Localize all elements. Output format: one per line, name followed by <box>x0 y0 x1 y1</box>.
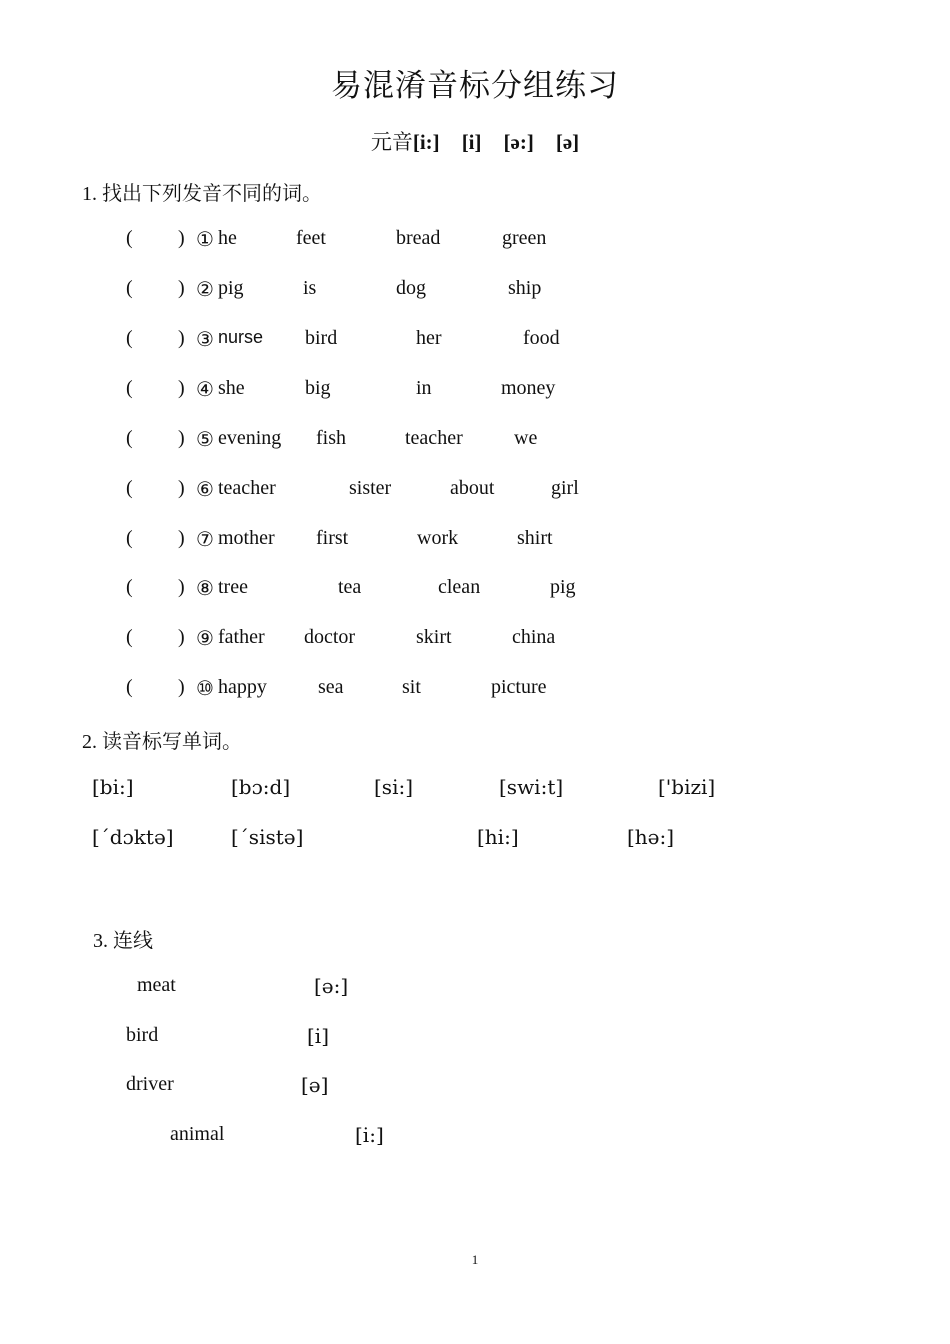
ipa-item: [swi:t] <box>499 775 564 799</box>
choice-word: sea <box>318 676 344 698</box>
choice-word: bird <box>305 327 338 349</box>
choice-word: her <box>416 327 442 349</box>
choice-word: food <box>523 327 560 349</box>
answer-paren-open[interactable]: ( <box>126 527 133 549</box>
answer-paren-close[interactable]: ) <box>178 576 185 598</box>
answer-paren-close[interactable]: ) <box>178 676 185 698</box>
answer-paren-open[interactable]: ( <box>126 576 133 598</box>
choice-word: nurse <box>218 327 264 347</box>
subtitle-symbol: [ə] <box>555 130 580 154</box>
answer-paren-close[interactable]: ) <box>178 427 185 449</box>
answer-paren-open[interactable]: ( <box>126 227 133 249</box>
choice-word: about <box>450 477 495 499</box>
choice-word: she <box>218 377 245 399</box>
section3-heading: 3. 连线 <box>93 930 153 952</box>
choice-word: girl <box>551 477 579 499</box>
choice-word: is <box>303 277 317 299</box>
choice-word: teacher <box>218 477 276 499</box>
answer-paren-open[interactable]: ( <box>126 477 133 499</box>
match-word[interactable]: driver <box>126 1073 174 1095</box>
choice-word: work <box>417 527 459 549</box>
ipa-item: [bɔ:d] <box>231 775 291 799</box>
item-number: ③ <box>196 329 214 351</box>
choice-word: shirt <box>517 527 553 549</box>
choice-word: evening <box>218 427 282 449</box>
choice-word: mother <box>218 527 275 549</box>
answer-paren-open[interactable]: ( <box>126 427 133 449</box>
choice-word: skirt <box>416 626 452 648</box>
section2-heading: 2. 读音标写单词。 <box>82 731 242 753</box>
ipa-item: [hi:] <box>477 825 519 849</box>
item-number: ⑥ <box>196 479 214 501</box>
choice-word: fish <box>316 427 346 449</box>
match-word[interactable]: animal <box>170 1123 225 1145</box>
choice-word: we <box>514 427 538 449</box>
answer-paren-close[interactable]: ) <box>178 327 185 349</box>
choice-word: ship <box>508 277 542 299</box>
choice-word: sit <box>402 676 421 698</box>
choice-word: china <box>512 626 556 648</box>
answer-paren-close[interactable]: ) <box>178 227 185 249</box>
choice-word: first <box>316 527 349 549</box>
subtitle-prefix: 元音 <box>370 130 413 154</box>
answer-paren-open[interactable]: ( <box>126 327 133 349</box>
choice-word: money <box>501 377 556 399</box>
item-number: ⑨ <box>196 628 214 650</box>
answer-paren-close[interactable]: ) <box>178 377 185 399</box>
answer-paren-open[interactable]: ( <box>126 277 133 299</box>
answer-paren-close[interactable]: ) <box>178 626 185 648</box>
choice-word: pig <box>550 576 576 598</box>
item-number: ② <box>196 279 214 301</box>
choice-word: in <box>416 377 432 399</box>
item-number: ⑦ <box>196 529 214 551</box>
subtitle-symbol: [i] <box>461 130 482 154</box>
page-title: 易混淆音标分组练习 <box>331 68 619 103</box>
subtitle-symbol: [ə:] <box>503 130 534 154</box>
item-number: ⑧ <box>196 578 214 600</box>
choice-word: father <box>218 626 265 648</box>
ipa-item: [bi:] <box>92 775 134 799</box>
match-word[interactable]: bird <box>126 1024 159 1046</box>
ipa-item: ['bizi] <box>658 775 716 799</box>
answer-paren-open[interactable]: ( <box>126 377 133 399</box>
subtitle-symbol: [i:] <box>412 130 440 154</box>
answer-paren-close[interactable]: ) <box>178 277 185 299</box>
choice-word: bread <box>396 227 441 249</box>
match-ipa[interactable]: [ə] <box>301 1073 329 1097</box>
choice-word: tree <box>218 576 248 598</box>
choice-word: big <box>305 377 331 399</box>
choice-word: picture <box>491 676 547 698</box>
ipa-item: [ˊdɔktə] <box>92 825 174 849</box>
match-ipa[interactable]: [i] <box>307 1024 330 1048</box>
match-ipa[interactable]: [i:] <box>355 1123 384 1147</box>
match-ipa[interactable]: [ə:] <box>314 974 349 998</box>
item-number: ④ <box>196 379 214 401</box>
section1-heading: 1. 找出下列发音不同的词。 <box>82 183 322 205</box>
choice-word: dog <box>396 277 426 299</box>
answer-paren-close[interactable]: ) <box>178 527 185 549</box>
choice-word: teacher <box>405 427 463 449</box>
item-number: ⑤ <box>196 429 214 451</box>
choice-word: clean <box>438 576 481 598</box>
choice-word: sister <box>349 477 392 499</box>
vowel-subtitle <box>0 126 950 156</box>
answer-paren-open[interactable]: ( <box>126 676 133 698</box>
choice-word: happy <box>218 676 267 698</box>
ipa-item: [hə:] <box>627 825 675 849</box>
item-number: ⑩ <box>196 678 214 700</box>
page-number: 1 <box>471 1252 479 1267</box>
choice-word: he <box>218 227 237 249</box>
choice-word: feet <box>296 227 326 249</box>
answer-paren-close[interactable]: ) <box>178 477 185 499</box>
match-word[interactable]: meat <box>137 974 176 996</box>
ipa-item: [si:] <box>374 775 414 799</box>
item-number: ① <box>196 229 214 251</box>
choice-word: tea <box>338 576 362 598</box>
answer-paren-open[interactable]: ( <box>126 626 133 648</box>
choice-word: pig <box>218 277 244 299</box>
choice-word: green <box>502 227 547 249</box>
choice-word: doctor <box>304 626 356 648</box>
ipa-item: [ˊsistə] <box>231 825 304 849</box>
